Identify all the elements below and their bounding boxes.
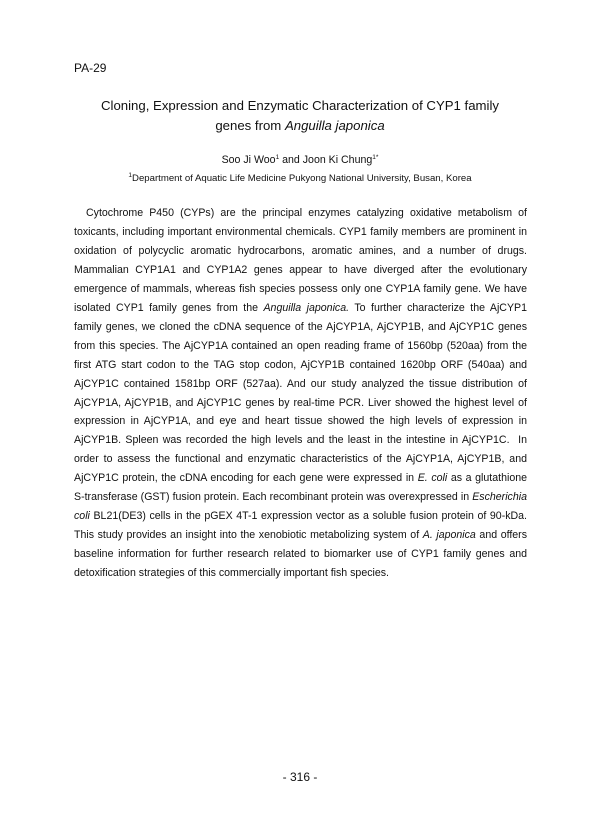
author-list [60, 151, 540, 169]
abstract-italic-4: A. japonica [422, 529, 476, 542]
author-conjunction: and [279, 154, 303, 166]
abstract-code: PA-29 [74, 61, 107, 75]
abstract-italic-1: Anguilla japonica. [263, 301, 350, 314]
author-2: Joon Ki Chung [302, 154, 373, 166]
abstract-text-2: To further characterize the AjCYP1 family genes, we cloned the cDNA sequence of the AjCYP1A, AjCYP1B, and AjCYP1C genes from this species. The AjCYP1A contained an open reading frame of 1560bp (520aa) from the first ATG start codon to the TAG stop codon, AjCYP1B contained 1620bp ORF (540aa) and AjCYP1C contained 1581bp ORF (527aa). And our study analyzed the tissue distribution of AjCYP1A, AjCYP1B, and AjCYP1C genes by real-time PCR. Liver showed the highest level of expression in AjCYP1A, and eye and heart tissue showed the high levels of expression in AjCYP1B. Spleen was recorded the high levels and the least in the intestine in AjCYP1C. In order to assess the functional and enzymatic characteristics of the AjCYP1A, AjCYP1B, and AjCYP1C protein, the cDNA encoding for each gene were expressed in [74, 301, 527, 485]
author-1: Soo Ji Woo [221, 154, 276, 166]
author-1-affil-mark: 1 [275, 154, 280, 161]
paper-title [60, 96, 540, 136]
affiliation-text: Department of Aquatic Life Medicine Pukyong National University, Busan, Korea [132, 173, 472, 184]
abstract-body [74, 204, 527, 583]
abstract-text-4: BL21(DE3) cells in the pGEX 4T-1 expression vector as a soluble fusion protein of 90-kDa. This study provides an insight into the xenobiotic metabolizing system of [74, 510, 527, 542]
abstract-italic-3: Escherichia coli [74, 491, 527, 523]
title-line-1: Cloning, Expression and Enzymatic Characterization of CYP1 family [100, 98, 499, 113]
abstract-text-1: Cytochrome P450 (CYPs) are the principal enzymes catalyzing oxidative metabolism of toxicants, including important environmental chemicals. CYP1 family members are prominent in oxidation of polycyclic aromatic hydrocarbons, aromatic amines, and a number of drugs. Mammalian CYP1A1 and CYP1A2 genes appear to have diverged after the evolutionary emergence of mammals, whereas fish species possess only one CYP1A family gene. We have isolated CYP1 family genes from the [74, 207, 527, 314]
affiliation [60, 170, 540, 188]
title-line-2-prefix: genes from [215, 118, 285, 133]
title-species-name: Anguilla japonica [284, 118, 385, 133]
affiliation-mark: 1 [128, 172, 133, 179]
author-2-affil-mark: 1* [372, 154, 379, 161]
abstract-italic-2: E. coli [417, 472, 448, 485]
title-line-2 [60, 116, 540, 136]
page-number: - 316 - [282, 770, 318, 784]
abstract-text-5: and offers baseline information for further research related to biomarker use of CYP1 family genes and detoxification strategies of this commercially important fish species. [74, 529, 528, 580]
abstract-text-3: as a glutathione S-transferase (GST) fusion protein. Each recombinant protein was overexpressed in [74, 472, 527, 504]
